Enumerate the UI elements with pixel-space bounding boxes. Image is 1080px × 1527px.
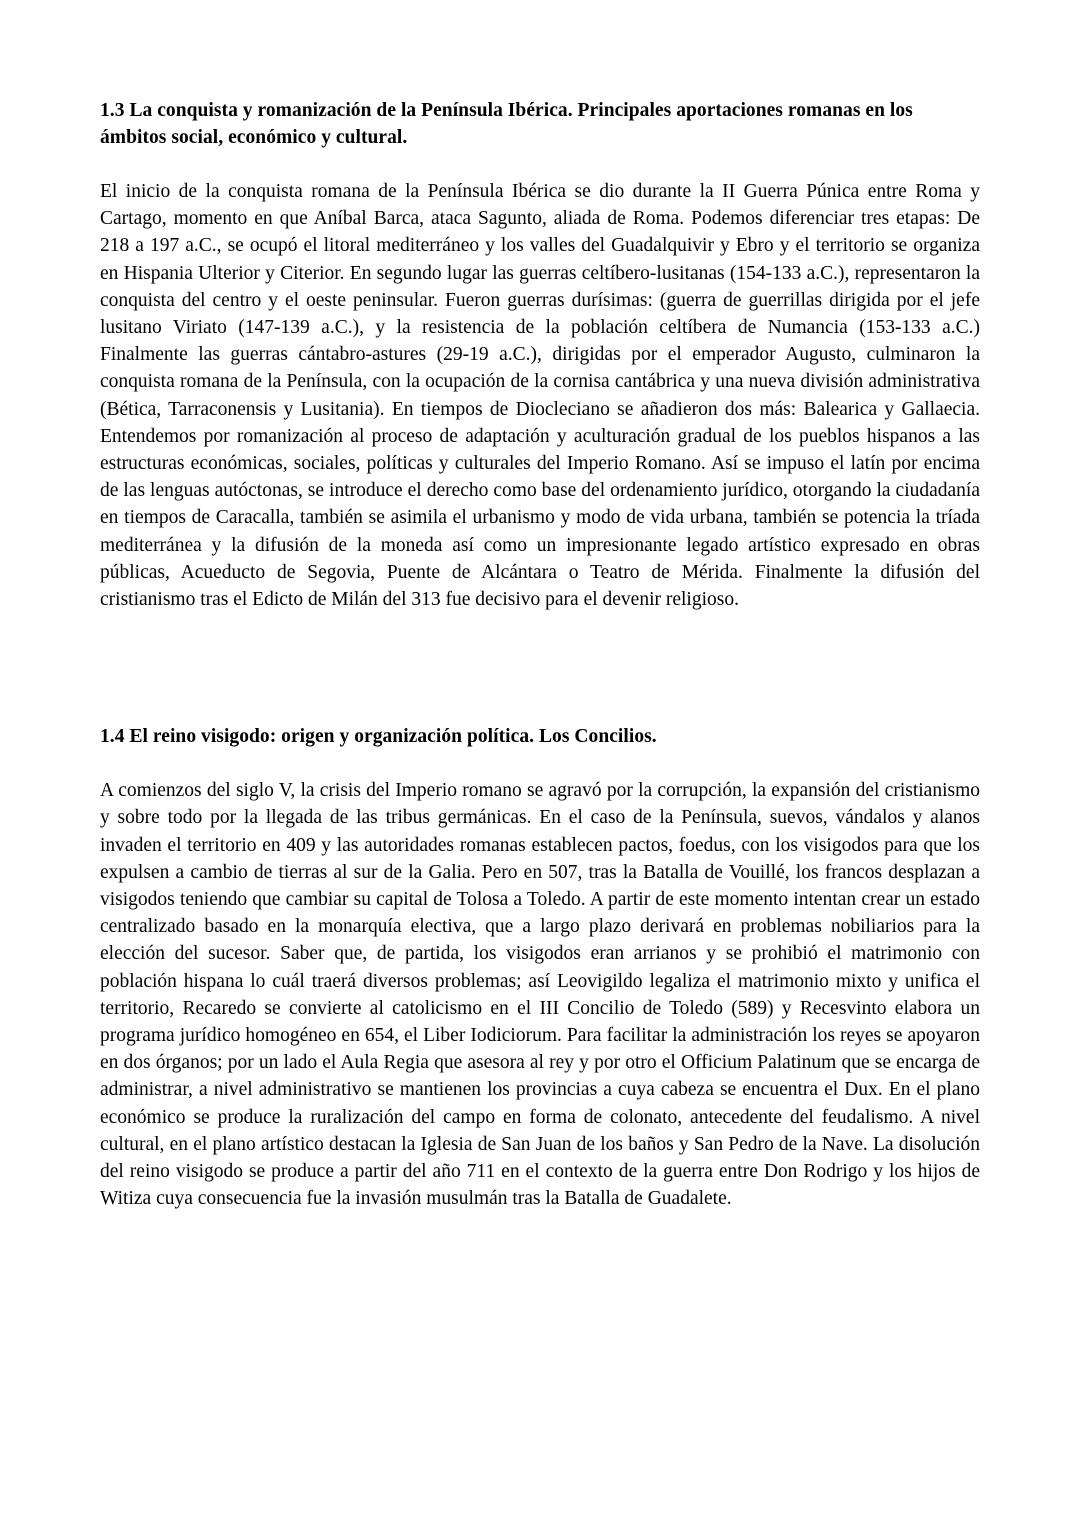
document-section-1-3: [100, 97, 980, 613]
heading-body-spacer: [100, 151, 980, 178]
section-heading-1-4: 1.4 El reino visigodo: origen y organización política. Los Concilios.: [100, 726, 657, 748]
document-section-1-4: [100, 723, 980, 1212]
heading-body-spacer-2: [100, 750, 980, 777]
section-body-1-4: A comienzos del siglo V, la crisis del Imperio romano se agravó por la corrupción, la expansión del cristianismo y sobre todo por la llegada de las tribus germánicas. En el caso de la Península, suevos, vándalos y alanos invaden el territorio en 409 y las autoridades romanas establecen pactos, foedus, con los visigodos para que los expulsen a cambio de tierras al sur de la Galia. Pero en 507, tras la Batalla de Vouillé, los francos desplazan a visigodos teniendo que cambiar su capital de Tolosa a Toledo. A partir de este momento intentan crear un estado centralizado basado en la monarquía electiva, que a largo plazo derivará en problemas nobiliarios para la elección del sucesor. Saber que, de partida, los visigodos eran arrianos y se prohibió el matrimonio con población hispana lo cuál traerá diversos problemas; así Leovigildo legaliza el matrimonio mixto y unifica el territorio, Recaredo se convierte al catolicismo en el III Concilio de Toledo (589) y Recesvinto elabora un programa jurídico homogéneo en 654, el Liber Iodiciorum. Para facilitar la administración los reyes se apoyaron en dos órganos; por un lado el Aula Regia que asesora al rey y por otro el Officium Palatinum que se encarga de administrar, a nivel administrativo se mantienen los provincias a cuya cabeza se encuentra el Dux. En el plano económico se produce la ruralización del campo en forma de colonato, antecedente del feudalismo. A nivel cultural, en el plano artístico destacan la Iglesia de San Juan de los baños y San Pedro de la Nave. La disolución del reino visigodo se produce a partir del año 711 en el contexto de la guerra entre Don Rodrigo y los hijos de Witiza cuya consecuencia fue la invasión musulmán tras la Batalla de Guadalete.: [100, 780, 980, 1210]
section-body-1-3: El inicio de la conquista romana de la Península Ibérica se dio durante la II Guerra Púnica entre Roma y Cartago, momento en que Aníbal Barca, ataca Sagunto, aliada de Roma. Podemos diferenciar tres etapas: De 218 a 197 a.C., se ocupó el litoral mediterráneo y los valles del Guadalquivir y Ebro y el territorio se organiza en Hispania Ulterior y Citerior. En segundo lugar las guerras celtíbero-lusitanas (154-133 a.C.), representaron la conquista del centro y el oeste peninsular. Fueron guerras durísimas: (guerra de guerrillas dirigida por el jefe lusitano Viriato (147-139 a.C.), y la resistencia de la población celtíbera de Numancia (153-133 a.C.) Finalmente las guerras cántabro-astures (29-19 a.C.), dirigidas por el emperador Augusto, culminaron la conquista romana de la Península, con la ocupación de la cornisa cantábrica y una nueva división administrativa (Bética, Tarraconensis y Lusitania). En tiempos de Diocleciano se añadieron dos más: Balearica y Gallaecia. Entendemos por romanización al proceso de adaptación y aculturación gradual de los pueblos hispanos a las estructuras económicas, sociales, políticas y culturales del Imperio Romano. Así se impuso el latín por encima de las lenguas autóctonas, se introduce el derecho como base del ordenamiento jurídico, otorgando la ciudadanía en tiempos de Caracalla, también se asimila el urbanismo y modo de vida urbana, también se potencia la tríada mediterránea y la difusión de la moneda así como un impresionante legado artístico expresado en obras públicas, Acueducto de Segovia, Puente de Alcántara o Teatro de Mérida. Finalmente la difusión del cristianismo tras el Edicto de Milán del 313 fue decisivo para el devenir religioso.: [100, 181, 980, 611]
section-heading-1-3: 1.3 La conquista y romanización de la Península Ibérica. Principales aportaciones romanas en los ámbitos social, económico y cultural.: [100, 100, 913, 148]
document-content: [100, 97, 980, 1213]
section-spacer: [100, 613, 980, 723]
